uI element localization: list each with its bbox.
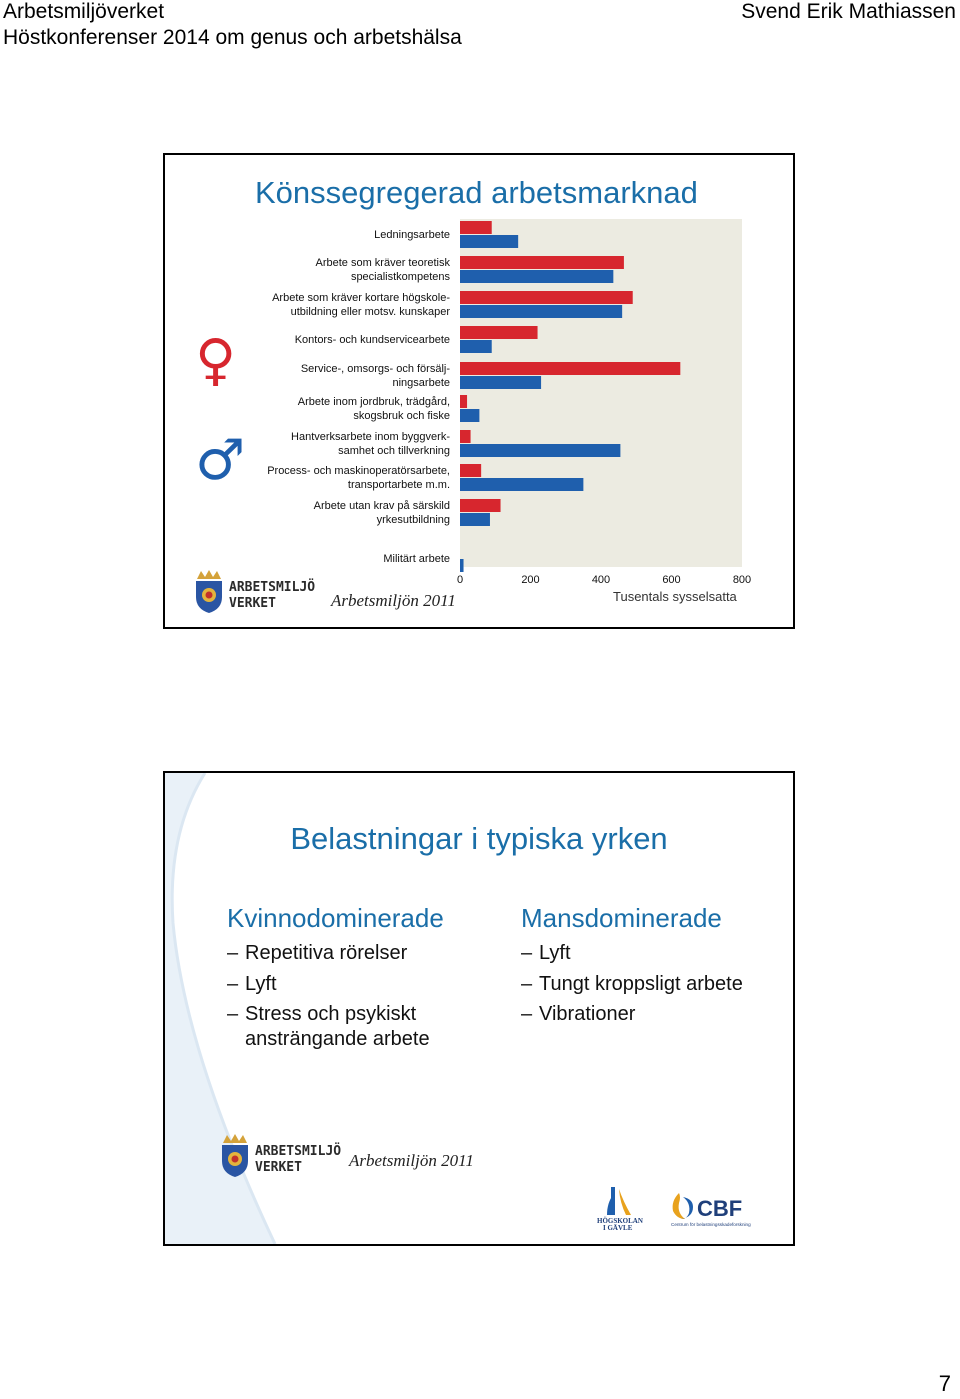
- x-tick-label: 600: [662, 574, 681, 586]
- bar-women-5: [460, 395, 467, 408]
- arbetsmiljoverket-logo: [193, 569, 323, 615]
- female-symbol-icon: ♀: [195, 328, 237, 393]
- category-label: Arbete inom jordbruk, trädgård, skogsbruk och fiske: [297, 396, 450, 422]
- svg-text:CBF: CBF: [697, 1196, 743, 1221]
- x-tick-label: 800: [732, 574, 752, 586]
- svg-text:ARBETSMILJÖ: ARBETSMILJÖ: [229, 580, 316, 595]
- category-label: Arbete utan krav på särskild yrkesutbildning: [313, 500, 450, 526]
- bar-women-2: [460, 291, 633, 304]
- hogskolan-i-gavle-logo: [593, 1185, 649, 1231]
- slide-gender-segregated-labour-market: [163, 153, 795, 629]
- slide-typical-occupational-loads: Belastningar i typiska yrken Kvinnodominerade – Repetitiva rörelser – Lyft – Stress och psykiskt ansträngande arbete Mansdominerade – Lyft – Tungt kroppsligt arbete – Vibrationer ARBETSMILJÖ VERKET Arbetsmiljön 2011 HÖGSKOLAN I GÄVLE CBF Centrum för belastningsskadeforskning: [163, 771, 795, 1246]
- bar-women-6: [460, 430, 471, 443]
- x-axis-label: Tusentals sysselsatta: [613, 589, 737, 604]
- bar-women-8: [460, 499, 501, 512]
- category-label: Ledningsarbete: [374, 229, 450, 241]
- svg-text:VERKET: VERKET: [255, 1160, 302, 1175]
- page-number: 7: [938, 1371, 951, 1396]
- x-tick-label: 0: [456, 574, 464, 586]
- slide1-footer-text: Arbetsmiljön 2011: [331, 591, 456, 610]
- svg-text:I GÄVLE: I GÄVLE: [603, 1224, 633, 1231]
- header-author: Svend Erik Mathiassen: [741, 0, 956, 23]
- bar-women-3: [460, 326, 538, 339]
- category-label: Hantverksarbete inom byggverk-samhet och tillverkning: [291, 431, 450, 457]
- bar-men-1: [460, 270, 613, 283]
- slide2-title: Belastningar i typiska yrken: [290, 821, 668, 856]
- slide2-footer-text: Arbetsmiljön 2011: [349, 1151, 474, 1170]
- bar-women-7: [460, 464, 481, 477]
- category-label: Militärt arbete: [383, 553, 450, 565]
- bar-men-2: [460, 305, 622, 318]
- svg-text:Centrum för belastningsskadefo: Centrum för belastningsskadeforskning: [671, 1222, 751, 1227]
- crown-icon: [197, 570, 221, 579]
- category-label: Kontors- och kundservicearbete: [294, 334, 450, 346]
- bar-chart: [165, 155, 793, 627]
- x-tick-label: 200: [521, 574, 540, 586]
- x-tick-label: 400: [591, 574, 611, 586]
- bar-men-4: [460, 376, 541, 389]
- category-label: Arbete som kräver teoretisk specialistkompetens: [315, 257, 450, 283]
- bar-women-0: [460, 221, 492, 234]
- category-label: Arbete som kräver kortare högskole-utbildning eller motsv. kunskaper: [272, 292, 450, 318]
- bar-women-4: [460, 362, 680, 375]
- bar-men-0: [460, 235, 518, 248]
- header-conference: Höstkonferenser 2014 om genus och arbetshälsa: [3, 26, 462, 49]
- category-label: Process- och maskinoperatörsarbete, transportarbete m.m.: [267, 465, 450, 491]
- bar-men-7: [460, 478, 583, 491]
- bar-men-8: [460, 513, 490, 526]
- bar-men-5: [460, 409, 479, 422]
- bar-men-9: [460, 559, 464, 572]
- crown-icon: [223, 1134, 247, 1143]
- svg-text:VERKET: VERKET: [229, 596, 276, 611]
- women-dominated-heading: Kvinnodominerade: [227, 903, 444, 933]
- header-org: Arbetsmiljöverket: [3, 0, 165, 23]
- bar-men-6: [460, 444, 620, 457]
- svg-text:HÖGSKOLAN: HÖGSKOLAN: [597, 1217, 643, 1225]
- slide1-title: Könssegregerad arbetsmarknad: [255, 175, 698, 210]
- bar-men-3: [460, 340, 492, 353]
- category-label: Service-, omsorgs- och försälj-ningsarbete: [300, 363, 450, 389]
- male-symbol-icon: ♂: [195, 428, 246, 493]
- svg-text:ARBETSMILJÖ: ARBETSMILJÖ: [255, 1144, 342, 1159]
- men-dominated-heading: Mansdominerade: [521, 903, 722, 933]
- bar-women-1: [460, 256, 624, 269]
- arbetsmiljoverket-logo: [219, 1133, 349, 1179]
- cbf-logo: [669, 1189, 759, 1229]
